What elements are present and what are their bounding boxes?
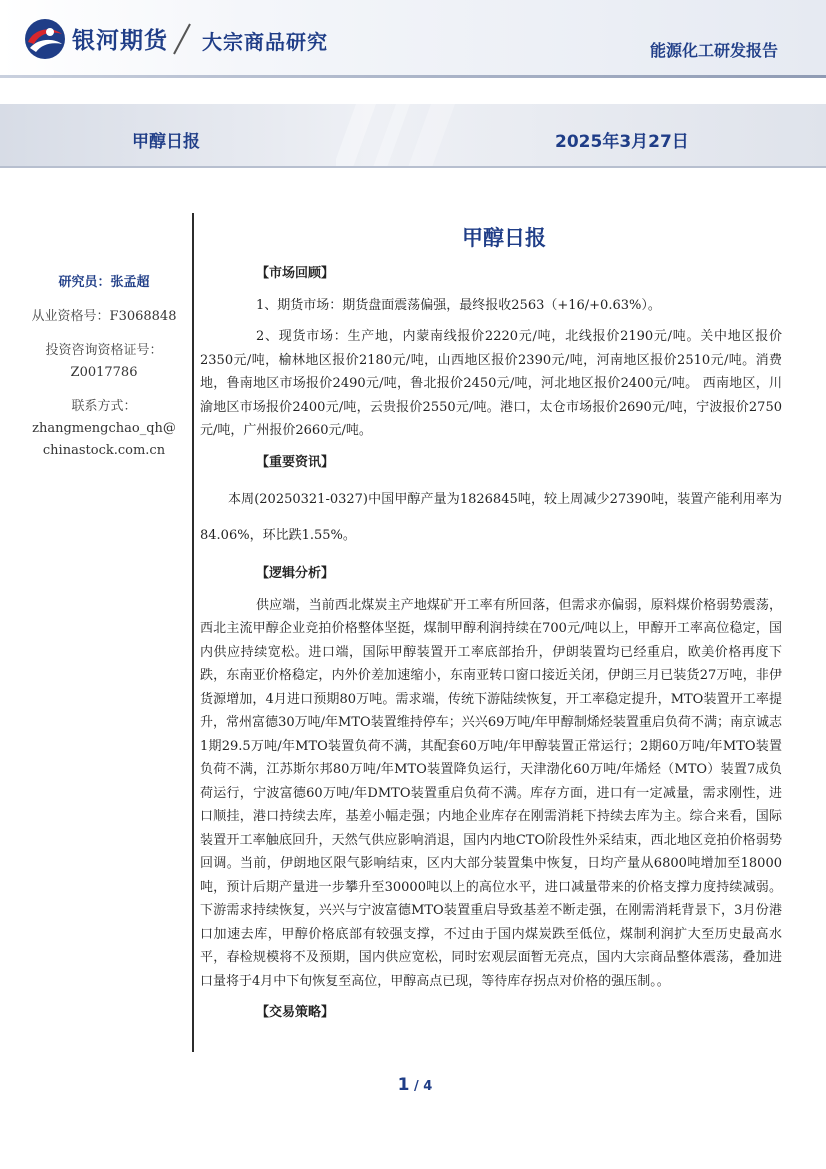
page-total: 4 (423, 1079, 433, 1094)
key-news-paragraph: 本周(20250321-0327)中国甲醇产量为1826845吨，较上周减少27390吨，装置产能利用率为84.06%，环比跌1.55%。 (200, 492, 782, 543)
contact-label: 联系方式： (71, 399, 137, 414)
email-line-2[interactable]: chinastock.com.cn (42, 443, 166, 458)
email-line-1[interactable]: zhangmengchao_qh@ (32, 421, 176, 436)
logic-paragraph: 供应端，当前西北煤炭主产地煤矿开工率有所回落，但需求亦偏弱，原料煤价格弱势震荡，西北主流甲醇企业竞拍价格整体坚挺，煤制甲醇利润持续在700元/吨以上，甲醇开工率高位稳定，国内供应持续宽松。进口端，国际甲醇装置开工率底部抬升，伊朗装置均已经重启，欧美价格再度下跌，东南亚价格稳定，内外价差加速缩小，东南亚转口窗口接近关闭，伊朗三月已装货27万吨，非伊货源增加，4月进口预期80万吨。需求端，传统下游陆续恢复，开工率稳定提升，MTO装置开工率提升，常州富德30万吨/年MTO装置维持停车；兴兴69万吨/年甲醇制烯烃装置重启负荷不满；南京诚志1期29.5万吨/年MTO装置负荷不满，其配套60万吨/年甲醇装置正常运行；2期60万吨/年MTO装置负荷不满，江苏斯尔邦80万吨/年MTO装置降负运行，天津渤化60万吨/年烯烃（MTO）装置7成负荷运行，宁波富德60万吨/年DMTO装置重启负荷不满。库存方面，进口有一定减量，需求刚性，进口顺挂，港口持续去库，基差小幅走强；内地企业库存在刚需消耗下持续去库为主。综合来看，国际装置开工率触底回升，天然气供应影响消退，国内内地CTO阶段性外采结束，西北地区竞拍价格弱势回调。当前，伊朗地区限气影响结束，区内大部分装置集中恢复，日均产量从6800吨增加至18000吨，预计后期产量进一步攀升至30000吨以上的高位水平，进口减量带来的价格支撑力度持续减弱。下游需求持续恢复，兴兴与宁波富德MTO装置重启导致基差不断走强，在刚需消耗背景下，3月份港口加速去库，甲醇价格底部有较强支撑，不过由于国内煤炭跌至低位，煤制利润扩大至历史最高水平，春检规模将不及预期，国内供应宽松，同时宏观层面暂无亮点，国内大宗商品整体震荡，叠加进口量将于4月中下旬恢复至高位，甲醇高点已现，等待库存拐点对价格的强压制。。 (200, 597, 782, 989)
band-decor (336, 104, 496, 168)
page-separator: / (409, 1079, 424, 1094)
section-heading-strategy: 【交易策略】 (256, 1005, 335, 1020)
title-band (0, 104, 826, 168)
section-heading-logic: 【逻辑分析】 (256, 566, 335, 581)
page-number (370, 1075, 460, 1095)
license-number: F3068848 (109, 309, 177, 324)
page-title: 甲醇日报 (462, 226, 546, 250)
license-line (20, 306, 188, 328)
analyst-name: 研究员：张孟超 (58, 275, 150, 290)
analyst-sidebar (20, 272, 188, 462)
market-futures-paragraph: 1、期货市场：期货盘面震荡偏强，最终报收2563（+16/+0.63%）。 (256, 297, 661, 313)
brand-name: 银河期货 (72, 28, 168, 54)
section-heading-market-review: 【市场回顾】 (256, 266, 335, 281)
section-heading-key-news: 【重要资讯】 (256, 454, 335, 470)
page-current: 1 (397, 1075, 410, 1095)
consult-label: 投资咨询资格证号： (45, 343, 163, 358)
divider-slash (170, 22, 194, 56)
report-type: 能源化工研发报告 (649, 41, 778, 60)
column-divider (192, 213, 194, 1052)
market-spot-paragraph: 2、现货市场：生产地，内蒙南线报价2220元/吨，北线报价2190元/吨。关中地区报价2350元/吨，榆林地区报价2180元/吨，山西地区报价2390元/吨，河南地区报价2510元/吨。消费地，鲁南地区市场报价2490元/吨，鲁北报价2450元/吨，河北地区报价2400元/吨。 西南地区，川渝地区市场报价2400元/吨，云贵报价2550元/吨。港口，太仓市场报价2690元/吨，宁波报价2750元/吨，广州报价2660元/吨。 (200, 329, 782, 438)
header-band (0, 0, 826, 78)
report-body (200, 262, 782, 1033)
license-label: 从业资格号： (31, 309, 110, 324)
report-date: 2025年3月27日 (555, 132, 689, 152)
galaxy-logo-icon (24, 18, 66, 60)
daily-report-title: 甲醇日报 (132, 132, 200, 152)
brand-subtitle: 大宗商品研究 (202, 30, 328, 54)
consult-number: Z0017786 (70, 365, 138, 380)
